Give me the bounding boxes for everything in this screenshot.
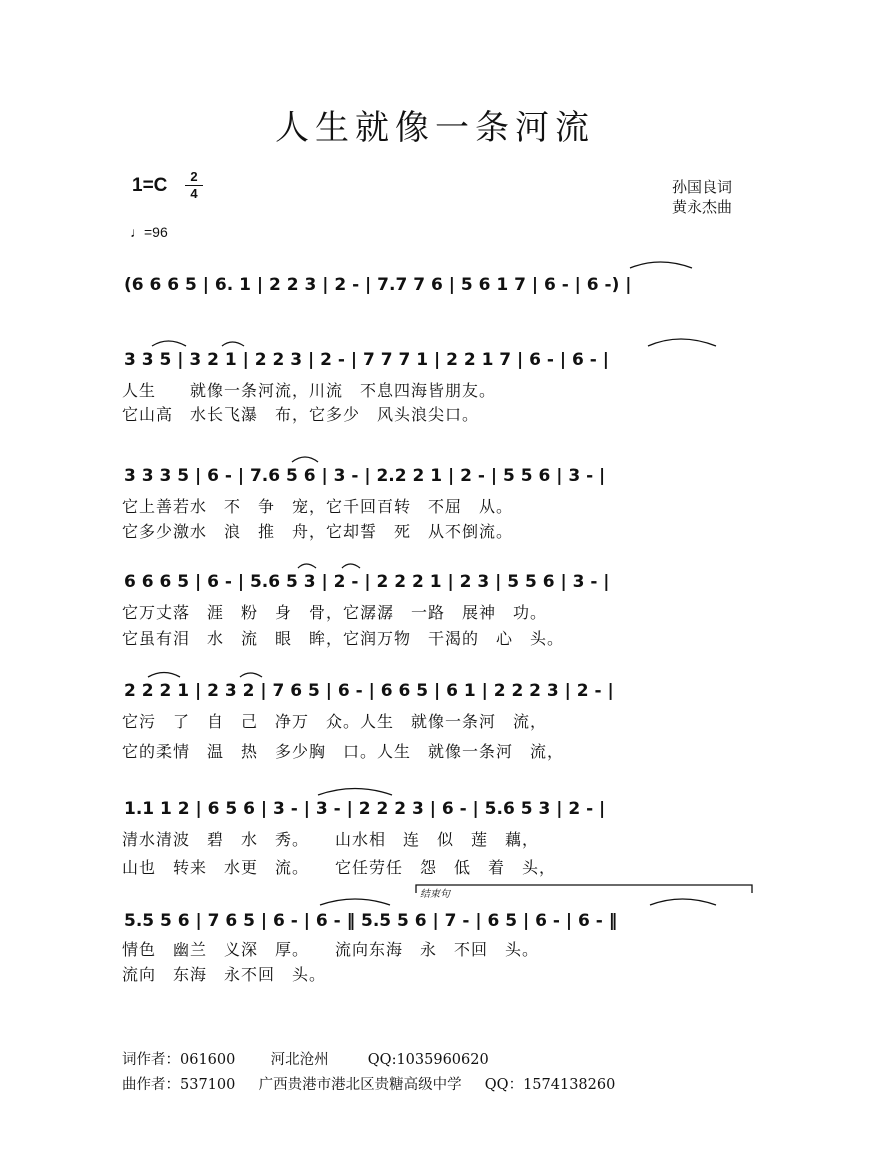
- slur-3: [222, 342, 244, 346]
- ending-marker: 结束句: [420, 889, 450, 900]
- time-signature-top: 2: [190, 169, 198, 184]
- slur-6: [298, 564, 316, 568]
- score-system-5: 2 2 2 1 | 2 3 2 | 7 6 5 | 6 - | 6 6 5 | 6 1 | 2 2 2 3 | 2 - |: [124, 681, 614, 701]
- key-signature: 1=C: [132, 175, 168, 196]
- footer-lyricist-label: 词作者：061600: [122, 1052, 236, 1068]
- score-system-2: 3 3 5 | 3 2 1 | 2 2 3 | 2 - | 7 7 7 1 | 2 2 1 7 | 6 - | 6 - |: [124, 350, 609, 370]
- slur-9: [240, 673, 262, 677]
- score-system-1: (6 6 6 5 | 6. 1 | 2 2 3 | 2 - | 7.7 7 6 | 5 6 1 7 | 6 - | 6 -) |: [124, 275, 632, 295]
- lyric-line-3-2: 它多少激水 浪 推 舟，它却誓 死 从不倒流。: [122, 522, 514, 541]
- footer-composer: [122, 1073, 615, 1094]
- lyric-line-2-2: 它山高 水长飞瀑 布，它多少 风头浪尖口。: [122, 405, 480, 424]
- ending-bracket: [416, 885, 752, 893]
- slur-5: [292, 457, 318, 462]
- lyric-line-4-2: 它虽有泪 水 流 眼 眸，它润万物 干渴的 心 头。: [122, 629, 565, 648]
- quarter-note-icon: ♩: [130, 224, 144, 240]
- lyric-line-5-2: 它的柔情 温 热 多少胸 口。人生 就像一条河 流，: [122, 742, 565, 761]
- lyric-line-3-1: 它上善若水 不 争 宠，它千回百转 不屈 从。: [122, 497, 514, 516]
- lyric-line-5-1: 它污 了 自 己 净万 众。人生 就像一条河 流，: [122, 712, 548, 731]
- score-system-7: 5.5 5 6 | 7 6 5 | 6 - | 6 - ‖ 5.5 5 6 | 7 - | 6 5 | 6 - | 6 - ‖: [124, 911, 618, 931]
- footer-composer-label: 曲作者：537100: [122, 1077, 236, 1093]
- slur-4: [648, 339, 716, 346]
- score-system-4: 6 6 6 5 | 6 - | 5.6 5 3 | 2 - | 2 2 2 1 | 2 3 | 5 5 6 | 3 - |: [124, 572, 610, 592]
- lyric-line-6-2: 山也 转来 水更 流。 它任劳任 怨 低 着 头，: [122, 858, 557, 877]
- slur-8: [148, 673, 180, 678]
- footer-lyricist-qq: QQ:1035960620: [367, 1052, 489, 1068]
- score-system-3: 3 3 3 5 | 6 - | 7.6 5 6 | 3 - | 2.2 2 1 | 2 - | 5 5 6 | 3 - |: [124, 466, 606, 486]
- lyric-line-7-2: 流向 东海 永不回 头。: [122, 965, 327, 984]
- time-signature-bottom: 4: [190, 186, 198, 201]
- song-title: 人生就像一条河流: [275, 108, 595, 148]
- score-system-6: 1.1 1 2 | 6 5 6 | 3 - | 3 - | 2 2 2 3 | 6 - | 5.6 5 3 | 2 - |: [124, 799, 606, 819]
- composer-credit: 黄永杰曲: [672, 198, 733, 216]
- lyric-line-2-1: 人生 就像一条河流，川流 不息四海皆朋友。: [122, 381, 497, 400]
- slur-12: [650, 899, 716, 905]
- lyric-line-6-1: 清水清波 碧 水 秀。 山水相 连 似 莲 藕，: [122, 830, 540, 849]
- lyricist-credit: 孙国良词: [672, 178, 733, 196]
- footer-lyricist-place: 河北沧州: [270, 1052, 329, 1068]
- slur-2: [152, 341, 186, 346]
- footer-composer-qq: QQ：1574138260: [484, 1077, 616, 1093]
- slur-1: [630, 262, 692, 268]
- slur-10: [318, 789, 392, 796]
- lyric-line-4-1: 它万丈落 涯 粉 身 骨，它潺潺 一路 展神 功。: [122, 603, 548, 622]
- tempo-value: =96: [144, 224, 168, 240]
- lyric-line-7-1: 情色 幽兰 义深 厚。 流向东海 永 不回 头。: [122, 940, 540, 959]
- slur-11: [320, 899, 390, 905]
- slur-7: [342, 564, 360, 568]
- footer-composer-place: 广西贵港市港北区贵糖高级中学: [258, 1077, 462, 1093]
- footer-lyricist: [122, 1048, 489, 1069]
